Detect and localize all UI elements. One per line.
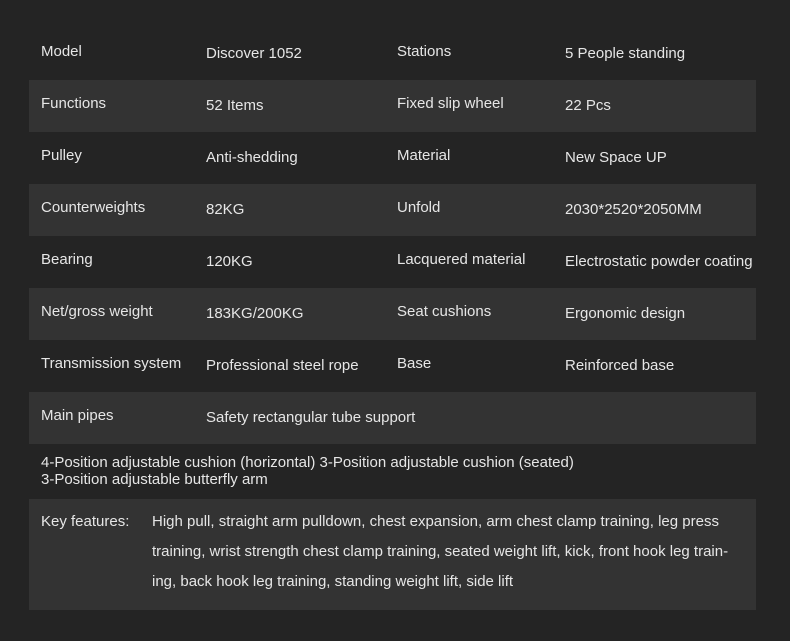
spec-key: Lacquered material (397, 251, 526, 268)
spec-row-functions (29, 80, 756, 132)
spec-key: Material (397, 147, 451, 164)
spec-table (29, 28, 756, 610)
spec-value: Discover 1052 (206, 45, 302, 62)
spec-row-main-pipes (29, 392, 756, 444)
key-features-text: High pull, straight arm pulldown, chest expansion, arm chest clamp training, leg press training, wrist strength chest clamp training, seated weight lift, kick, front hook leg train-ing, back hook leg training, standing weight lift, side lift (152, 513, 729, 590)
spec-value: Electrostatic powder coating (565, 253, 753, 270)
spec-key: Unfold (397, 199, 441, 216)
spec-key: Pulley (41, 147, 82, 164)
spec-key: Counterweights (41, 199, 146, 216)
spec-row-counterweights (29, 184, 756, 236)
spec-row-model (29, 28, 756, 80)
spec-value: 52 Items (206, 97, 264, 114)
spec-row-transmission (29, 340, 756, 392)
adjustment-line: 3-Position adjustable butterfly arm (41, 471, 268, 488)
spec-value: 120KG (206, 253, 253, 270)
spec-value: Professional steel rope (206, 357, 359, 374)
spec-row-weight (29, 288, 756, 340)
spec-key: Stations (397, 43, 452, 60)
spec-value: 82KG (206, 201, 245, 218)
spec-key: Transmission system (41, 355, 182, 372)
spec-key: Functions (41, 95, 107, 112)
spec-value: Safety rectangular tube support (206, 409, 416, 426)
adjustment-line: 4-Position adjustable cushion (horizontal) 3-Position adjustable cushion (seated) (41, 454, 574, 471)
adjustment-notes (29, 444, 756, 499)
spec-key: Fixed slip wheel (397, 95, 504, 112)
spec-value: 183KG/200KG (206, 305, 304, 322)
spec-key: Net/gross weight (41, 303, 153, 320)
spec-key: Base (397, 355, 432, 372)
spec-key: Main pipes (41, 407, 114, 424)
spec-value: 5 People standing (565, 45, 686, 62)
spec-key: Bearing (41, 251, 93, 268)
spec-row-pulley (29, 132, 756, 184)
spec-value: Anti-shedding (206, 149, 298, 166)
key-features-block (29, 499, 756, 610)
spec-key: Model (41, 43, 82, 60)
spec-value: 22 Pcs (565, 97, 611, 114)
key-features-label: Key features: (41, 513, 130, 530)
spec-value: Ergonomic design (565, 305, 686, 322)
spec-key: Seat cushions (397, 303, 492, 320)
spec-value: Reinforced base (565, 357, 675, 374)
spec-row-bearing (29, 236, 756, 288)
spec-value: 2030*2520*2050MM (565, 201, 702, 218)
spec-value: New Space UP (565, 149, 667, 166)
